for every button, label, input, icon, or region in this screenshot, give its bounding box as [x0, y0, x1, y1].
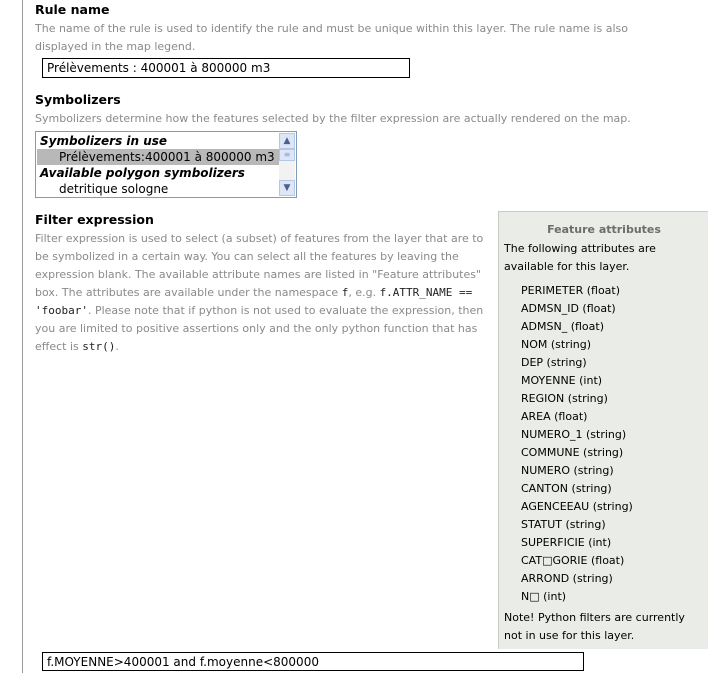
feature-attributes-panel	[498, 211, 708, 649]
attribute-item: STATUT (string)	[521, 518, 606, 531]
feature-attributes-list	[521, 282, 633, 606]
filter-help-text-3: . Please note that if python is not used to evaluate the expression, then you are limited to positive assertions only and the only python function that has effect is	[35, 304, 484, 353]
optgroup-in-use: Symbolizers in use	[40, 134, 168, 148]
attribute-item: DEP (string)	[521, 356, 587, 369]
symbolizers-options	[37, 133, 279, 196]
attribute-item: COMMUNE (string)	[521, 446, 624, 459]
feature-attributes-note: Note! Python filters are currently not in use for this layer.	[504, 611, 685, 642]
left-border	[22, 0, 23, 673]
attribute-item: N□ (int)	[521, 590, 567, 603]
rule-name-heading: Rule name	[35, 2, 110, 17]
attribute-item: CANTON (string)	[521, 482, 612, 495]
attribute-item: SUPERFICIE (int)	[521, 536, 612, 549]
symbolizers-heading: Symbolizers	[35, 92, 121, 107]
attribute-item: AREA (float)	[521, 410, 588, 423]
filter-code-example: f.ATTR_NAME == 'foobar'	[35, 286, 473, 317]
filter-help	[35, 230, 495, 356]
feature-attributes-title: Feature attributes	[547, 223, 661, 236]
filter-help-text-1: Filter expression is used to select (a subset) of features from the layer that are to be symbolized in a certain way. You can select all the features by leaving the expression blank. The available attribute names are listed in "Feature attributes" box. The attributes are available under the namespace	[35, 232, 484, 299]
attribute-item: ADMSN_ (float)	[521, 320, 604, 333]
filter-code-namespace: f	[341, 286, 349, 299]
symbolizer-option[interactable]: detritique sologne	[59, 182, 169, 196]
filter-code-function: str()	[82, 340, 116, 353]
optgroup-available: Available polygon symbolizers	[40, 166, 245, 180]
filter-help-text-4: .	[115, 340, 119, 353]
attribute-item: NUMERO (string)	[521, 464, 614, 477]
attribute-item: PERIMETER (float)	[521, 284, 621, 297]
symbolizers-help: Symbolizers determine how the features selected by the filter expression are actually rendered on the map.	[35, 112, 631, 125]
attribute-item: ARROND (string)	[521, 572, 613, 585]
attribute-item: ADMSN_ID (float)	[521, 302, 616, 315]
scroll-thumb[interactable]: ≡	[279, 149, 295, 161]
rule-name-help: The name of the rule is used to identify the rule and must be unique within this layer. The rule name is also displayed in the map legend.	[35, 22, 628, 53]
scroll-down-icon[interactable]: ▼	[279, 180, 295, 196]
attribute-item: REGION (string)	[521, 392, 608, 405]
listbox-scrollbar[interactable]	[279, 133, 295, 196]
symbolizers-listbox[interactable]	[35, 131, 297, 198]
attribute-item: MOYENNE (int)	[521, 374, 603, 387]
attribute-item: CAT□GORIE (float)	[521, 554, 625, 567]
attribute-item: NOM (string)	[521, 338, 592, 351]
filter-heading: Filter expression	[35, 212, 154, 227]
filter-expression-input[interactable]: f.MOYENNE>400001 and f.moyenne<800000	[42, 652, 584, 671]
feature-attributes-intro: The following attributes are available for this layer.	[504, 242, 656, 273]
scroll-up-icon[interactable]: ▲	[279, 133, 295, 149]
rule-name-input[interactable]: Prélèvements : 400001 à 800000 m3	[42, 58, 410, 78]
attribute-item: AGENCEEAU (string)	[521, 500, 633, 513]
attribute-item: NUMERO_1 (string)	[521, 428, 627, 441]
symbolizer-option-selected[interactable]: Prélèvements:400001 à 800000 m3	[37, 149, 279, 165]
filter-help-text-2: , e.g.	[348, 286, 380, 299]
